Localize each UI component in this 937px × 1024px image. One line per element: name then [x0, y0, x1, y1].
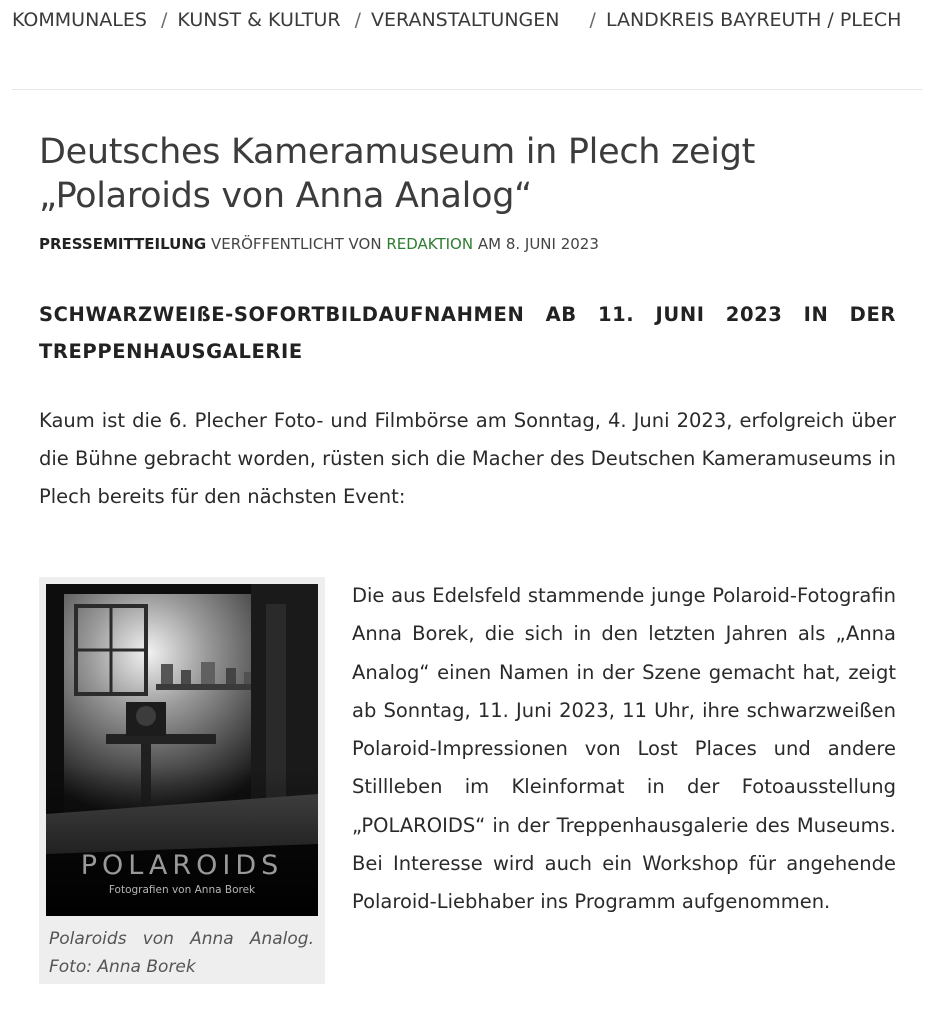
category-link-veranstaltungen[interactable]: VERANSTALTUNGEN — [371, 9, 560, 31]
poster-title: POLAROIDS — [80, 850, 284, 881]
article-meta — [39, 233, 896, 255]
publish-date: 8. JUNI 2023 — [505, 235, 599, 253]
header-divider — [12, 89, 922, 90]
article-title: Deutsches Kameramuseum in Plech zeigt „Polaroids von Anna Analog“ — [39, 132, 756, 216]
breadcrumb — [12, 4, 912, 36]
article-body-paragraph: Die aus Edelsfeld stammende junge Polaroid-Fotografin Anna Borek, die sich in den letzten Jahren als „Anna Analog“ einen Namen in der Szene gemacht hat, zeigt ab Sonntag, 11. Juni 2023, 11 Uhr, ihre schwarzweißen Polaroid-Impressionen von Lost Places und andere Stillleben im Kleinformat in der Fotoausstellung „POLAROIDS“ in der Treppenhausgalerie des Museums. Bei Interesse wird auch ein Workshop für angehende Polaroid-Liebhaber ins Programm aufgenommen. — [352, 584, 896, 914]
category-link-kunst-kultur[interactable]: KUNST & KULTUR — [177, 9, 341, 31]
date-prefix: AM — [477, 235, 502, 253]
breadcrumb-separator: / — [589, 9, 596, 31]
breadcrumb-separator: / — [160, 9, 168, 31]
published-by-label: VERÖFFENTLICHT VON — [210, 235, 382, 253]
article-category[interactable]: PRESSEMITTEILUNG — [39, 235, 207, 253]
author-link[interactable]: REDAKTION — [386, 235, 474, 253]
poster-subtitle: Fotografien von Anna Borek — [108, 884, 256, 896]
figure-caption: Polaroids von Anna Analog. Foto: Anna Borek — [49, 929, 314, 977]
article-figure — [39, 577, 325, 984]
article-subheading: SCHWARZWEIßE-SOFORTBILDAUFNAHMEN AB 11. JUNI 2023 IN DER TREPPENHAUSGALERIE — [39, 303, 896, 363]
article — [39, 130, 896, 977]
category-link-kommunales[interactable]: KOMMUNALES — [12, 9, 147, 31]
category-link-landkreis-bayreuth-plech[interactable]: LANDKREIS BAYREUTH / PLECH — [605, 9, 902, 31]
breadcrumb-separator: / — [354, 9, 361, 31]
poster-image[interactable] — [46, 584, 318, 916]
article-lead-paragraph: Kaum ist die 6. Plecher Foto- und Filmbörse am Sonntag, 4. Juni 2023, erfolgreich über die Bühne gebracht worden, rüsten sich die Macher des Deutschen Kameramuseums in Plech bereits für den nächsten Event: — [39, 409, 896, 508]
